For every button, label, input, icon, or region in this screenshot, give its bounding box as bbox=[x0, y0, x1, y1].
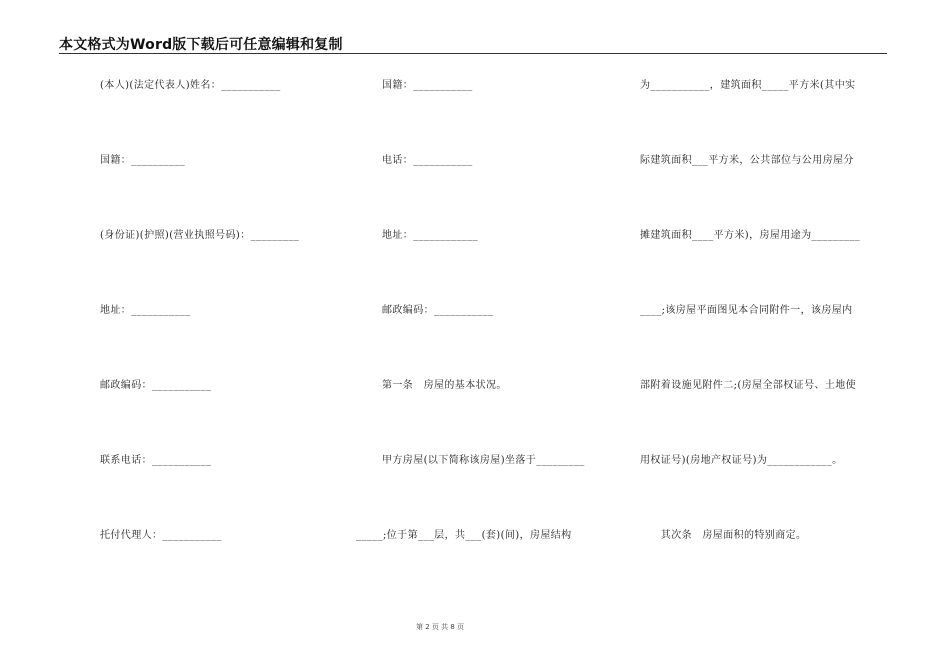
text-line: 电话：___________ bbox=[382, 155, 473, 166]
text-line: 国籍：__________ bbox=[100, 155, 186, 166]
text-line: (本人)(法定代表人)姓名：___________ bbox=[100, 80, 281, 91]
text-line: _____;位于第___层，共___(套)(间)，房屋结构 bbox=[356, 530, 572, 541]
page-number-footer: 第 2 页 共 8 页 bbox=[415, 623, 465, 631]
text-line: 其次条 房屋面积的特别商定。 bbox=[640, 530, 807, 541]
text-line: 用权证号)(房地产权证号)为____________。 bbox=[640, 455, 843, 466]
text-line: 托付代理人：___________ bbox=[100, 530, 222, 541]
text-line: 际建筑面积___平方米，公共部位与公用房屋分 bbox=[640, 155, 854, 166]
text-line: 国籍：___________ bbox=[382, 80, 473, 91]
text-line: ____;该房屋平面图见本合同附件一，该房屋内 bbox=[640, 305, 853, 316]
text-line: 部附着设施见附件二;(房屋全部权证号、土地使 bbox=[640, 380, 857, 391]
text-line: 联系电话：___________ bbox=[100, 455, 212, 466]
text-line: (身份证)(护照)(营业执照号码)：_________ bbox=[100, 230, 300, 241]
text-line: 地址：____________ bbox=[382, 230, 478, 241]
text-line: 为___________，建筑面积_____平方米(其中实 bbox=[640, 80, 856, 91]
document-header-title: 本文格式为Word版下载后可任意编辑和复制 bbox=[59, 37, 343, 53]
text-line: 第一条 房屋的基本状况。 bbox=[382, 380, 507, 391]
text-line: 摊建筑面积____平方米)，房屋用途为_________ bbox=[640, 230, 861, 241]
text-line: 邮政编码：___________ bbox=[382, 305, 494, 316]
header-divider bbox=[59, 53, 887, 54]
text-line: 甲方房屋(以下简称该房屋)坐落于_________ bbox=[382, 455, 585, 466]
text-line: 地址：___________ bbox=[100, 305, 191, 316]
text-line: 邮政编码：___________ bbox=[100, 380, 212, 391]
